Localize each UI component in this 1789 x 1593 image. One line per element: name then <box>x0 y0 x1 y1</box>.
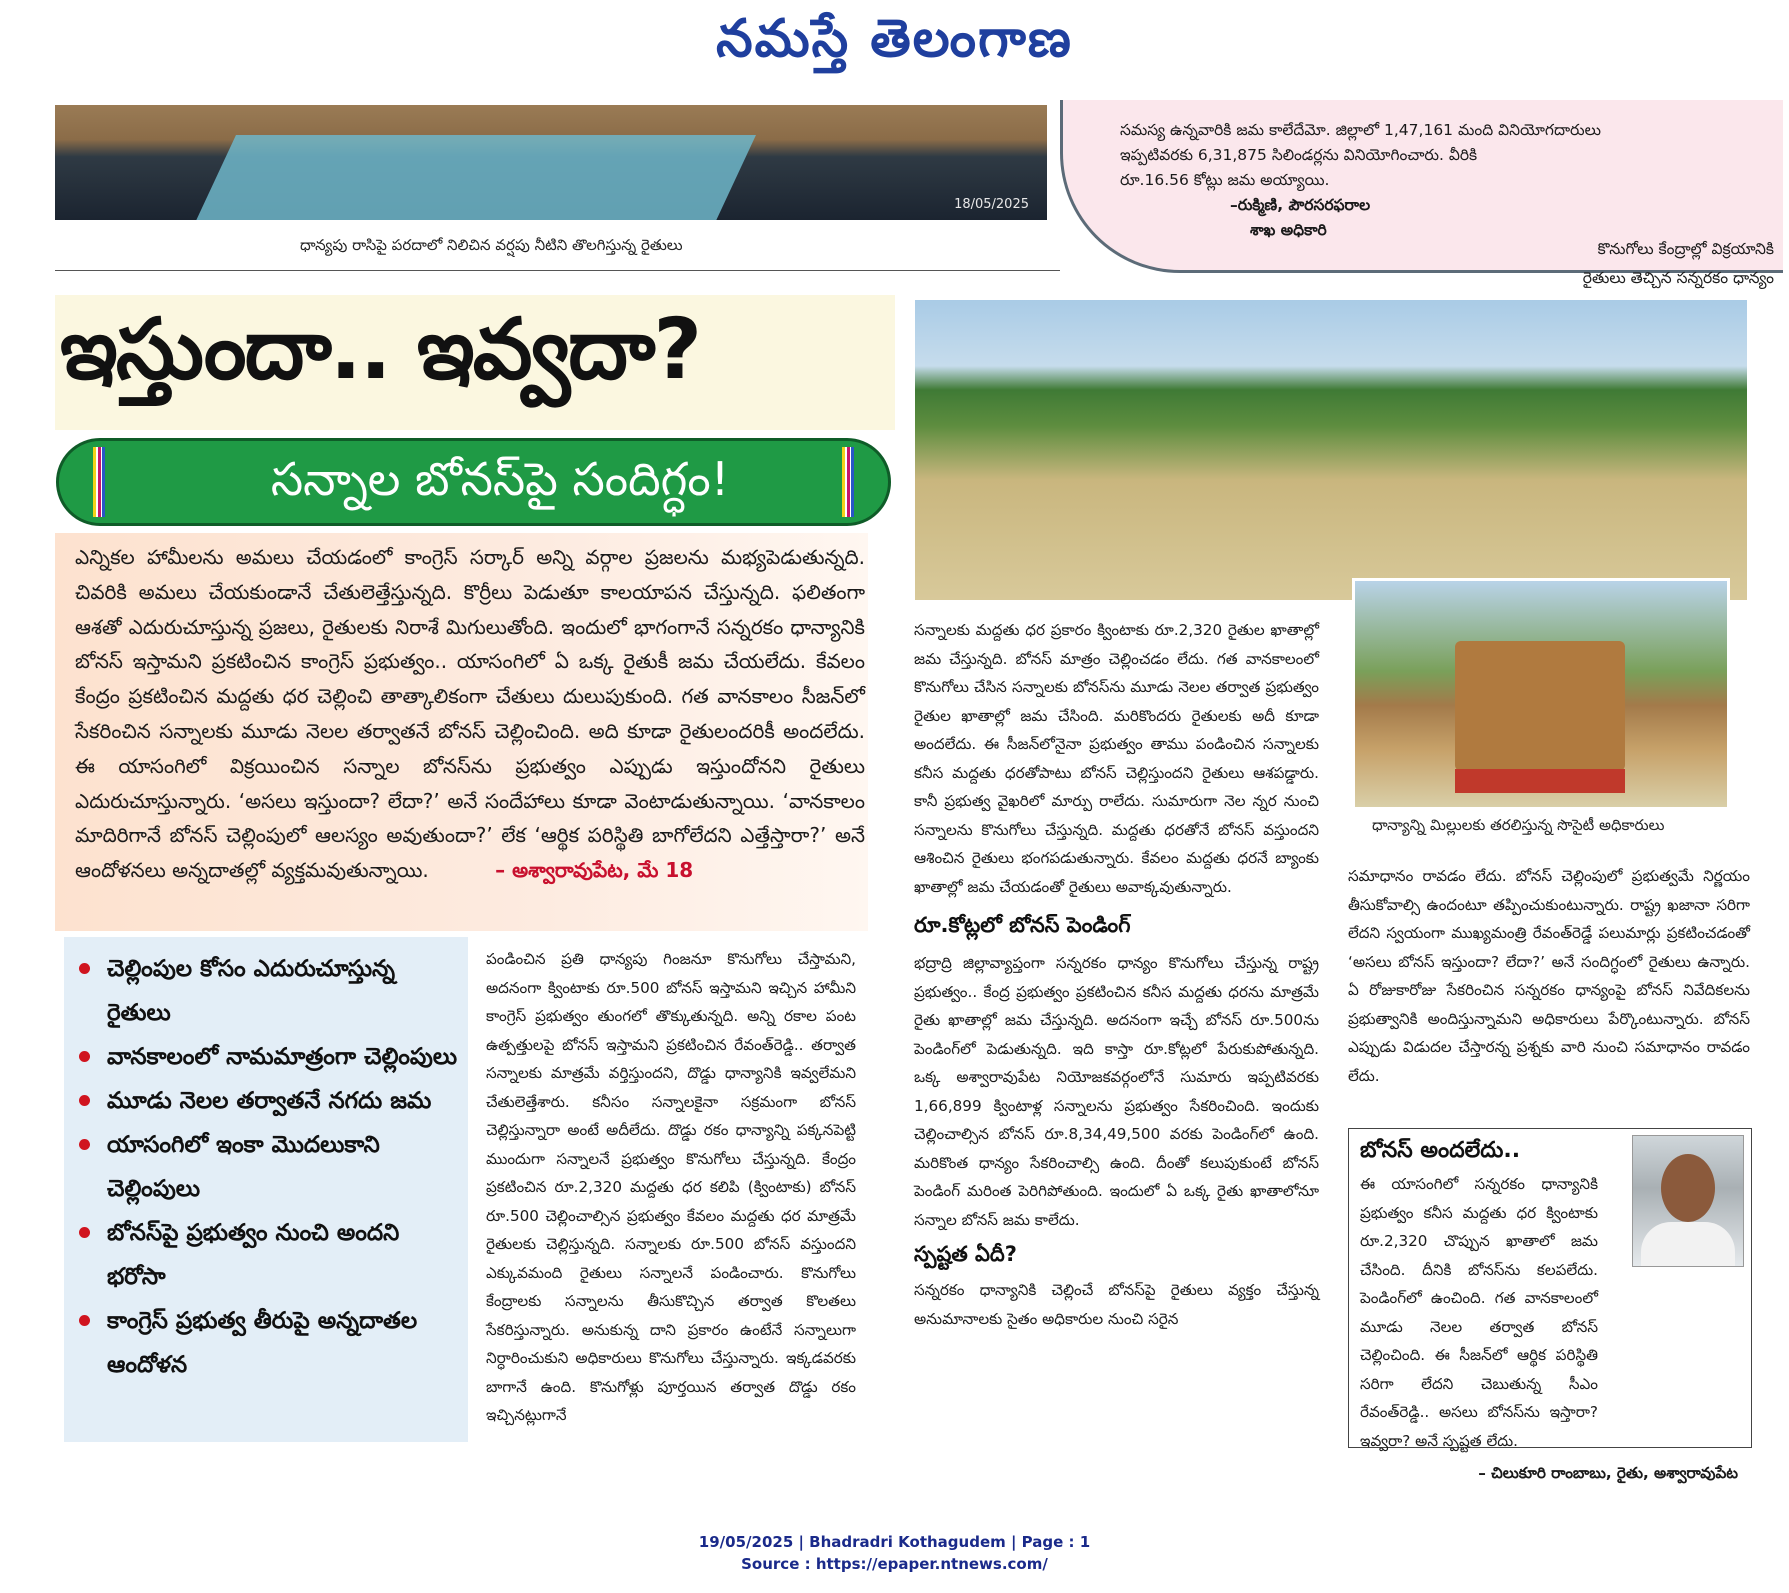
article-column-2 <box>914 616 1319 1333</box>
footer-date-line: 19/05/2025 | Bhadradri Kothagudem | Page : 1 <box>698 1533 1091 1551</box>
side-photo-caption <box>1474 235 1774 293</box>
quote-signature-role: శాఖ అధికారి <box>1250 221 1327 239</box>
column2-subhead: రూ.కోట్లలో బోనస్ పెండింగ్ <box>914 913 1131 937</box>
quote-signature: –రుక్మిణి, పౌరసరఫరాల <box>1230 196 1371 214</box>
farmer-quote-body: ఈ యాసంగిలో సన్నరకం ధాన్యానికి ప్రభుత్వం కనీస మద్దతు ధర క్వింటాకు రూ.2,320 చొప్పున ఖాతాలో జమ చేసింది. దీనికి బోనస్‌ను కలపలేదు. పెండింగ్‌లో ఉంచింది. గత వానకాలంలో మూడు నెలల తర్వాత బోనస్ చెల్లించింది. ఈ సీజన్‌లో ఆర్థిక పరిస్థితి సరిగా లేదని చెబుతున్న సీఎం రేవంత్‌రెడ్డి.. అసలు బోనస్‌ను ఇస్తారా? ఇవ్వరా? అనే స్పష్టత లేదు. <box>1360 1175 1598 1450</box>
highlight-text: చెల్లింపుల కోసం ఎదురుచూస్తున్న రైతులు <box>107 956 396 1026</box>
farmer-quote-title: బోనస్ అందలేదు.. <box>1360 1138 1521 1163</box>
highlight-item <box>75 1211 465 1299</box>
masthead-logo: నమస్తే తెలంగాణ <box>716 8 1073 69</box>
column2-paragraph: సన్నరకం ధాన్యానికి చెల్లించే బోనస్‌పై రైతులు వ్యక్తం చేస్తున్న అనుమానాలకు సైతం అధికారుల నుంచి సరైన <box>914 1281 1319 1328</box>
banner-stripes-left <box>93 447 105 517</box>
truck-loading-photo <box>1352 578 1730 810</box>
photo-date-stamp: 18/05/2025 <box>954 197 1029 212</box>
column2-subhead: స్పష్టత ఏదీ? <box>914 1242 1017 1266</box>
truck-shape <box>1455 641 1625 771</box>
article-column-3: సమాధానం రావడం లేదు. బోనస్ చెల్లింపులో ప్రభుత్వమే నిర్ణయం తీసుకోవాల్సి ఉందంటూ తప్పించుకుంటున్నారు. రాష్ట్ర ఖజానా సరిగా లేదని స్వయంగా ముఖ్యమంత్రి రేవంత్‌రెడ్డే పలుమార్లు ప్రకటించడంతో ‘అసలు బోనస్ ఇస్తుందా? లేదా?’ అనే సందిగ్ధంలో రైతులు ఉన్నారు. ఏ రోజుకారోజు సేకరించిన సన్నరకం ధాన్యంపై బోనస్ నివేదికలను ప్రభుత్వానికి అందిస్తున్నామని అధికారులు పేర్కొంటున్నారు. బోనస్ ఎప్పుడు విడుదల చేస్తారన్న ప్రశ్నకు వారి నుంచి సమాధానం రావడం లేదు. <box>1348 867 1750 1085</box>
highlight-text: వానకాలంలో నామమాత్రంగా చెల్లింపులు <box>107 1044 458 1070</box>
column2-paragraph: భద్రాద్రి జిల్లావ్యాప్తంగా సన్నరకం ధాన్యం కొనుగోలు చేస్తున్న రాష్ట్ర ప్రభుత్వం.. కేంద్ర ప్రభుత్వం ప్రకటించిన కనీస మద్దతు ధరను మాత్రమే రైతు ఖాతాల్లో జమ చేస్తున్నది. అదనంగా ఇచ్చే బోనస్ రూ.500ను పెండింగ్‌లో పెడుతున్నది. ఇది కాస్తా రూ.కోట్లలో పేరుకుపోతున్నది. ఒక్క అశ్వారావుపేట నియోజకవర్గంలోనే సుమారు ఇప్పటివరకు 1,66,899 క్వింటాళ్ల సన్నాలను ప్రభుత్వం సేకరించింది. ఇందుకు చెల్లించాల్సిన బోనస్ రూ.8,34,49,500 వరకు పెండింగ్‌లో ఉంది. మరికొంత ధాన్యం సేకరించాల్సి ఉంది. దీంతో కలుపుకుంటే బోనస్ పెండింగ్ మరింత పెరిగిపోతుంది. ఇందులో ఏ ఒక్క రైతు ఖాతాలోనూ సన్నాల బోనస్ జమ కాలేదు. <box>914 954 1319 1229</box>
highlight-item <box>75 1123 465 1211</box>
intro-text: ఎన్నికల హామీలను అమలు చేయడంలో కాంగ్రెస్ సర్కార్ అన్ని వర్గాల ప్రజలను మభ్యపెడుతున్నది. చివరికి అమలు చేయకుండానే చేతులెత్తేస్తున్నది. కొర్రీలు పెడుతూ కాలయాపన చేస్తున్నది. ఫలితంగా ఆశతో ఎదురుచూస్తున్న ప్రజలు, రైతులకు నిరాశే మిగులుతోంది. ఇందులో భాగంగానే సన్నరకం ధాన్యానికి బోనస్ ఇస్తామని ప్రకటించిన కాంగ్రెస్ ప్రభుత్వం.. యాసంగిలో ఏ ఒక్క రైతుకీ జమ చేయలేదు. కేవలం కేంద్రం ప్రకటించిన మద్దతు ధర చెల్లించి తాత్కాలికంగా చేతులు దులుపుకుంది. గత వానకాలం సీజన్‌లో సేకరించిన సన్నాలకు మూడు నెలల తర్వాతనే బోనస్ చెల్లించింది. అది కూడా రైతులందరికీ అందలేదు. ఈ యాసంగిలో విక్రయించిన సన్నాల బోనస్‌ను ప్రభుత్వం ఎప్పుడు ఇస్తుందోనని రైతులు ఎదురుచూస్తున్నారు. ‘అసలు ఇస్తుందా? లేదా?’ అనే సందేహాలు కూడా వెంటాడుతున్నాయి. ‘వానకాలం మాదిరిగానే బోనస్ చెల్లింపులో ఆలస్యం అవుతుందా?’ లేక ‘ఆర్థిక పరిస్థితి బాగోలేదని ఎత్తేస్తారా?’ అనే ఆందోళనలు అన్నదాతల్లో వ్యక్తమవుతున్నాయి. <box>75 545 865 883</box>
intro-paragraph <box>75 540 865 888</box>
bullet-dot-icon <box>79 963 90 974</box>
column2-paragraph: సన్నాలకు మద్దతు ధర ప్రకారం క్వింటాకు రూ.2,320 రైతుల ఖాతాల్లో జమ చేస్తున్నది. బోనస్ మాత్రం చెల్లించడం లేదు. గత వానకాలంలో కొనుగోలు చేసిన సన్నాలకు బోనస్‌ను మూడు నెలల తర్వాత ప్రభుత్వం రైతుల ఖాతాల్లో జమ చేసింది. మరికొందరు రైతులకు అదీ కూడా అందలేదు. ఈ సీజన్‌లోనైనా ప్రభుత్వం తాము పండించిన సన్నాలకు కనీస మద్దతు ధరతోపాటు బోనస్ చెల్లిస్తుందని రైతులు ఆశపడ్డారు. కానీ ప్రభుత్వ వైఖరిలో మార్పు రాలేదు. సుమారుగా నెల న్నర నుంచి సన్నాలను కొనుగోలు చేస్తున్నది. మద్దతు ధరతోనే బోనస్ వస్తుందని ఆశించిన రైతులు భంగపడుతున్నారు. కేవలం మద్దతు ధరనే బ్యాంకు ఖాతాల్లో జమ చేయడంతో రైతులు అవాక్కవుతున్నారు. <box>914 621 1319 896</box>
article-column-1: పండించిన ప్రతి ధాన్యపు గింజనూ కొనుగోలు చేస్తామని, అదనంగా క్వింటాకు రూ.500 బోనస్ ఇస్తామని ఇచ్చిన హామీని కాంగ్రెస్ ప్రభుత్వం తుంగలో తొక్కుతున్నది. అన్ని రకాల పంట ఉత్పత్తులపై బోనస్ ఇస్తామని ప్రకటించిన రేవంత్‌రెడ్డి.. తర్వాత సన్నాలకు మాత్రమే వర్తిస్తుందని, దొడ్డు ధాన్యానికి ఇవ్వలేమని చేతులెత్తేశారు. కనీసం సన్నాలకైనా సక్రమంగా బోనస్ చెల్లిస్తున్నారా అంటే అదీలేదు. దొడ్డు రకం ధాన్యాన్ని పక్కనపెట్టి ముందుగా సన్నాలనే ప్రభుత్వం కొనుగోలు చేస్తున్నది. కేంద్రం ప్రకటించిన రూ.2,320 మద్దతు ధర కలిపి (క్వింటాకు) బోనస్ రూ.500 చెల్లించాల్సిన ప్రభుత్వం కేవలం మద్దతు ధర మాత్రమే రైతులకు చెల్లిస్తున్నది. సన్నాలకు రూ.500 బోనస్ వస్తుందని ఎక్కువమంది రైతులు సన్నాలనే పండించారు. కొనుగోలు కేంద్రాలకు సన్నాలను తీసుకొచ్చిన తర్వాత కొలతలు సేకరిస్తున్నారు. అనుకున్న దాని ప్రకారం ఉంటేనే సన్నాలుగా నిర్ధారించుకుని అధికారులు కొనుగోలు చేస్తున్నారు. ఇక్కడవరకు బాగానే ఉంది. కొనుగోళ్లు పూర్తయిన తర్వాత దొడ్డు రకం ఇచ్చినట్లుగానే <box>486 950 856 1424</box>
intro-dateline: – అశ్వారావుపేట, మే 18 <box>495 858 694 883</box>
highlights-list <box>75 947 465 1387</box>
top-photo-caption: ధాన్యపు రాసిపై పరదాలో నిలిచిన వర్షపు నీటిని తొలగిస్తున్న రైతులు <box>300 236 683 254</box>
highlight-item <box>75 1079 465 1123</box>
paddy-field-photo <box>915 300 1747 600</box>
headline: ఇస్తుందా.. ఇవ్వదా? <box>60 300 701 398</box>
quote-line: రూ.16.56 కోట్లు జమ అయ్యాయి. <box>1120 171 1330 189</box>
highlight-item <box>75 1299 465 1387</box>
bullet-dot-icon <box>79 1095 90 1106</box>
highlight-item <box>75 1035 465 1079</box>
top-photo <box>55 105 1047 220</box>
quote-text <box>1120 118 1770 243</box>
highlight-text: యాసంగిలో ఇంకా మొదలుకాని చెల్లింపులు <box>107 1132 380 1202</box>
side-caption-line: రైతులు తెచ్చిన సన్నరకం ధాన్యం <box>1582 269 1774 287</box>
page-footer <box>0 1531 1789 1575</box>
bullet-dot-icon <box>79 1139 90 1150</box>
highlight-item <box>75 947 465 1035</box>
subheadline: సన్నాల బోనస్‌పై సందిగ్ధం! <box>270 452 730 506</box>
bullet-dot-icon <box>79 1051 90 1062</box>
inset-photo-caption: ధాన్యాన్ని మిల్లులకు తరలిస్తున్న సొసైటీ అధికారులు <box>1372 816 1665 834</box>
highlight-text: కాంగ్రెస్ ప్రభుత్వ తీరుపై అన్నదాతల ఆందోళన <box>107 1308 418 1378</box>
bullet-dot-icon <box>79 1315 90 1326</box>
highlight-text: మూడు నెలల తర్వాతనే నగదు జమ <box>107 1088 432 1114</box>
footer-source-line: Source : https://epaper.ntnews.com/ <box>741 1555 1048 1573</box>
highlight-text: బోనస్‌పై ప్రభుత్వం నుంచి అందని భరోసా <box>107 1220 400 1290</box>
side-caption-line: కొనుగోలు కేంద్రాల్లో విక్రయానికి <box>1597 240 1774 258</box>
divider <box>55 270 1060 271</box>
bullet-dot-icon <box>79 1227 90 1238</box>
quote-line: సమస్య ఉన్నవారికి జమ కాలేదేమో. జిల్లాలో 1,47,161 మంది వినియోగదారులు <box>1120 121 1601 139</box>
farmer-quote-text <box>1360 1170 1738 1488</box>
tarp-shape <box>194 135 756 220</box>
quote-line: ఇప్పటివరకు 6,31,875 సిలిండర్లను వినియోగించారు. వీరికి <box>1120 146 1478 164</box>
farmer-quote-signature: – చిలుకూరి రాంబాబు, రైతు, అశ్వారావుపేట <box>1478 1464 1738 1482</box>
